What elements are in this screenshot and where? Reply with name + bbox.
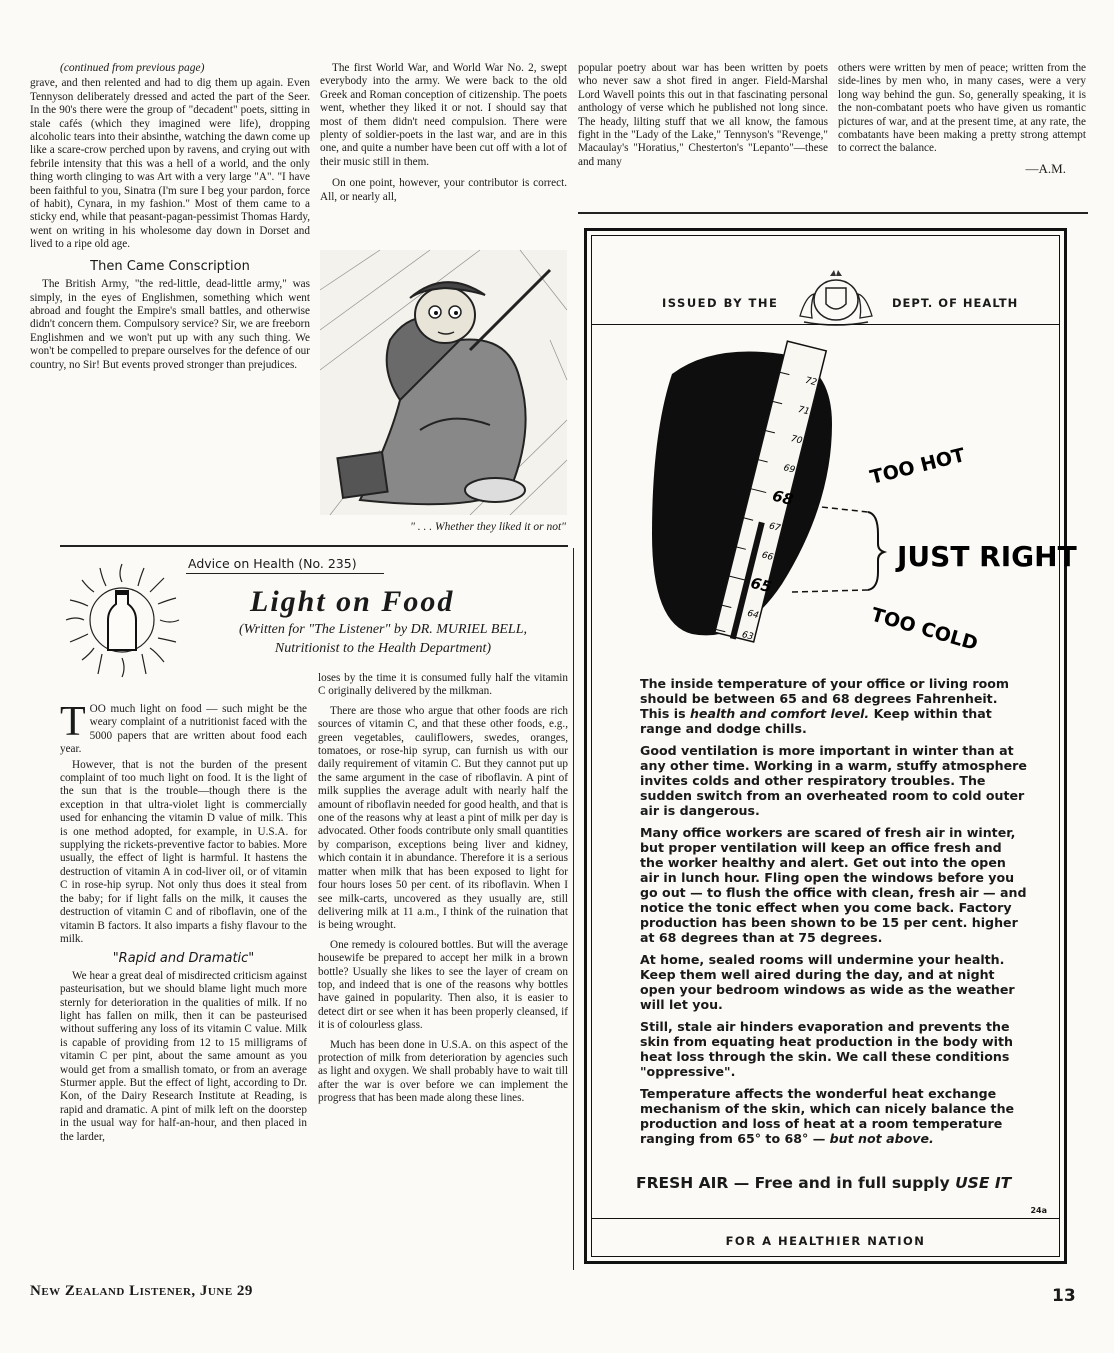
ad-slogan-text: FRESH AIR — Free and in full supply <box>636 1174 956 1192</box>
subheading: Then Came Conscription <box>90 258 250 274</box>
ad-paragraph: Still, stale air hinders evaporation and prevents the skin from equating heat production in the body with heat loss through the skin. We call these conditions "oppressive". <box>640 1019 1013 1079</box>
ad-text: Keep within that range and dodge chills. <box>640 706 992 736</box>
paragraph: grave, and then relented and had to dig them up again. Even Tennyson deliberately dressed and acted the part of the Seer. In the 90's there were the group of "decadent" poets, sitting in stale cafés (which they imagined were life), dropping alcoholic tears into their absinthe, watching the dawn come up like a scare-crow perched upon by ravens, and crying out with febrile intensity that this was a hell of a world, and the only thing worth clinging to was Art with a very large "A". "I have been faithful to you, Sinatra (I'm sure I beg your pardon, force of habit), Cynara, in my fashion." Most of them came to a sticky end, while that peasant-pagan-pessimist Thomas Hardy, went on writing in his wholesome day down in Dorset and lived to a ripe old age. <box>30 77 310 251</box>
publication-footer: New Zealand Listener, June 29 <box>30 1283 253 1299</box>
paragraph: popular poetry about war has been written by poets who never saw a shot fired in anger. Field-Marshal Lord Wavell points this out in that fascinating personal anthology of verse which he published not long since. The heady, lilting stuff that we all know, the famous fight in the "Lady of the Lake," Tennyson's "Revenge," Macaulay's "Horatius," Chesterton's "Lepanto"—these and many <box>578 62 828 168</box>
divider-rule <box>578 212 1088 214</box>
cartoon-caption: " . . . Whether they liked it or not" <box>410 521 566 533</box>
ad-text: Temperature affects the wonderful heat exchange mechanism of the skin, which can nicely balance the production and loss of heat at a room temperature ranging from 65° to 68° — <box>640 1086 1015 1146</box>
paragraph: On one point, however, your contributor is correct. All, or nearly all, <box>320 177 567 203</box>
tick-67: 67 <box>767 521 782 534</box>
too-cold-label: TOO COLD <box>868 603 981 656</box>
ad-band-divider <box>592 1218 1059 1219</box>
sun-and-milk-bottle-icon <box>60 558 185 683</box>
ad-paragraph <box>640 1086 1028 1146</box>
ad-paragraph: Good ventilation is more important in winter than at any other time. Working in a warm, stuffy atmosphere invites colds and other respiratory troubles. The sudden switch from an overheated room to cold outer air is dangerous. <box>640 743 1027 818</box>
tick-66: 66 <box>760 550 775 563</box>
column-3-top <box>578 62 828 169</box>
just-right-label: JUST RIGHT <box>897 540 1077 573</box>
tick-70: 70 <box>789 434 804 447</box>
tick-63: 63 <box>740 630 755 643</box>
paragraph: We hear a great deal of misdirected criticism against pasteurisation, but we should blame light much more sternly for deterioration in the qualities of milk. If no light has fallen on milk, then it can be pasteurised without suffering any loss of its vitamin C value. Milk is capable of providing from 12 to 15 milligrams of vitamin C per pint, about the same amount as you would get from a smallish tomato, or from an average Sturmer apple. But the effect of light, according to Dr. Kon, of the Dairy Research Institute at Reading, is rapid and dramatic. A pint of milk left on the doorstep in the usual way for half-an-hour, and then placed in the larder, <box>60 969 307 1143</box>
article-title: Light on Food <box>250 585 455 618</box>
article-column-1 <box>60 699 307 1144</box>
tick-65: 65 <box>748 573 774 597</box>
ad-footer: FOR A HEALTHIER NATION <box>725 1234 926 1248</box>
paragraph-text: OO much light on food — such might be the weary complaint of a nutritionist faced with the 5000 papers that are written about food each year. <box>60 703 307 756</box>
health-advertisement <box>584 228 1077 1264</box>
divider-rule <box>60 545 568 547</box>
column-2-top <box>320 62 567 204</box>
ad-paragraph: At home, sealed rooms will undermine your health. Keep them well aired during the day, and at night open your bedroom windows as wide as the weather will let you. <box>640 952 1015 1012</box>
column-4-top <box>838 62 1086 175</box>
ad-slogan <box>636 1174 1011 1192</box>
thermometer-graphic <box>632 334 1077 656</box>
series-underline <box>186 573 384 574</box>
paragraph: Much has been done in U.S.A. on this aspect of the protection of milk from deterioration by agencies such as light and oxygen. We shall probably have to wait till after the war is over before we can implement the progress that has been made along these lines. <box>318 1038 568 1105</box>
paragraph <box>60 699 307 757</box>
coat-of-arms-icon <box>790 266 882 326</box>
tick-69: 69 <box>782 463 796 476</box>
paragraph: The first World War, and World War No. 2, swept everybody into the army. We were back to the old Greek and Roman conception of citizenship. The poets went, whether they liked it or not. I should say that most of them didn't need compulsion. There were plenty of soldier-poets in the last war, and are in this one, and quite a number have been cut off with a lot of their music still in them. <box>320 62 567 168</box>
too-hot-label: TOO HOT <box>867 444 968 489</box>
ad-emphasis: health and comfort level. <box>689 706 870 721</box>
paragraph: The British Army, "the red-little, dead-little army," was simply, in the eyes of Englishmen, something which went abroad and fought the Empire's small battles, and otherwise didn't concern them. Compulsory service? Sir, we are freeborn Englishmen and we won't put up with any such thing. We won't be compelled to prepare ourselves for the defence of our country, no Sir! But events proved stronger than prejudices. <box>30 278 310 371</box>
ad-issued-by: ISSUED BY THE <box>662 296 779 310</box>
soldier-cartoon-illustration <box>320 250 567 515</box>
ad-code: 24a <box>1030 1206 1047 1215</box>
tick-71: 71 <box>796 404 811 418</box>
article-column-2 <box>318 672 568 1106</box>
signature: —A.M. <box>1025 160 1066 176</box>
paragraph: There are those who argue that other foods are rich sources of vitamin C, and that these other foods, e.g., green vegetables, cauliflowers, swedes, oranges, tomatoes, or rose-hip syrup, can furnish us with our daily requirement of vitamin C. But they cannot put up the same argument in the case of riboflavin. A pint of milk supplies the average adult with nearly half the amount of riboflavin needed for good health, and that is one of the reasons why at least a pint of milk per day is advocated. Other foods contribute only small quantities by comparison, exceptions being liver and kidney, which contain it in abundance. Therefore it is a serious matter when milk that has been exposed to light for four hours loses 50 per cent. of its riboflavin. When I see milk-carts, uncovered as they usually are, still delivering milk at 11 a.m., I think of the ruination that is being wrought. <box>318 704 568 932</box>
paragraph: others were written by men of peace; written from the side-lines by men who, in many cases, were a very long way behind the gun. So, generally speaking, it is the non-combatant poets who have given us romantic pictures of war, and at the present time, at any rate, the combatants have been making a pretty strong attempt to correct the balance. <box>838 62 1086 155</box>
paragraph: However, that is not the burden of the present complaint of too much light on food. It is the light of the sun that is the trouble—though there is the exception in that ultra-violet light is commercially used for enhancing the vitamin D value of milk. This is one method adopted, for example, in U.S.A. for supplying the rickets-preventive factor to babies. More usually, the effect of light is harmful. It hastens the destruction of vitamin A in cod-liver oil, or of vitamin C in rose-hip syrup. Not only thus does it steal from the baby; for if light falls on the milk, it causes the destruction of vitamin C and of riboflavin, one of the vitamin B factors. It also imparts a fishy flavour to the milk. <box>60 758 307 945</box>
ad-inner-frame <box>591 235 1077 1257</box>
tick-72: 72 <box>804 375 818 389</box>
tick-64: 64 <box>746 608 760 622</box>
byline-line-2: Nutritionist to the Health Department) <box>274 641 492 656</box>
tick-68: 68 <box>770 486 796 509</box>
ad-paragraph: Many office workers are scared of fresh air in winter, but proper ventilation will keep an office fresh and the worker healthy and alert. Get out into the open air in lunch hour. Fling open the windows before you go out — to flush the office with clean, fresh air — and notice the tonic effect when you come back. Factory production has been shown to be 15 per cent. higher at 68 degrees than at 75 degrees. <box>640 825 1027 945</box>
byline <box>188 620 578 658</box>
ad-slogan-emphasis: USE IT <box>955 1174 1012 1192</box>
page-number: 13 <box>1052 1286 1076 1306</box>
column-1-top <box>30 62 310 372</box>
ad-band-divider <box>592 324 1059 325</box>
subheading: "Rapid and Dramatic" <box>112 951 255 967</box>
ad-text: The inside temperature of your office or living room should be between 65 and 68 degrees Fahrenheit. This is <box>640 676 1010 721</box>
ad-emphasis: but not above. <box>829 1131 934 1146</box>
ad-paragraph <box>640 676 1028 736</box>
paragraph: loses by the time it is consumed fully half the vitamin C originally delivered by the milkman. <box>318 672 568 698</box>
byline-line-1: (Written for "The Listener" by DR. MURIEL BELL, <box>239 622 527 637</box>
ad-dept: DEPT. OF HEALTH <box>892 296 1019 310</box>
series-label: Advice on Health (No. 235) <box>188 556 357 571</box>
ad-body-text <box>640 676 1028 1153</box>
paragraph: One remedy is coloured bottles. But will the average housewife be prepared to accept her milk in a brown bottle? Usually she likes to see the layer of cream on top, and indeed that is one of the reasons why bottles have gained in popularity. Then also, it is easier to detect dirt or see when it has been properly cleansed, if it is of colourless glass. <box>318 938 568 1032</box>
continued-note: (continued from previous page) <box>60 62 205 74</box>
drop-cap: T <box>60 699 86 745</box>
